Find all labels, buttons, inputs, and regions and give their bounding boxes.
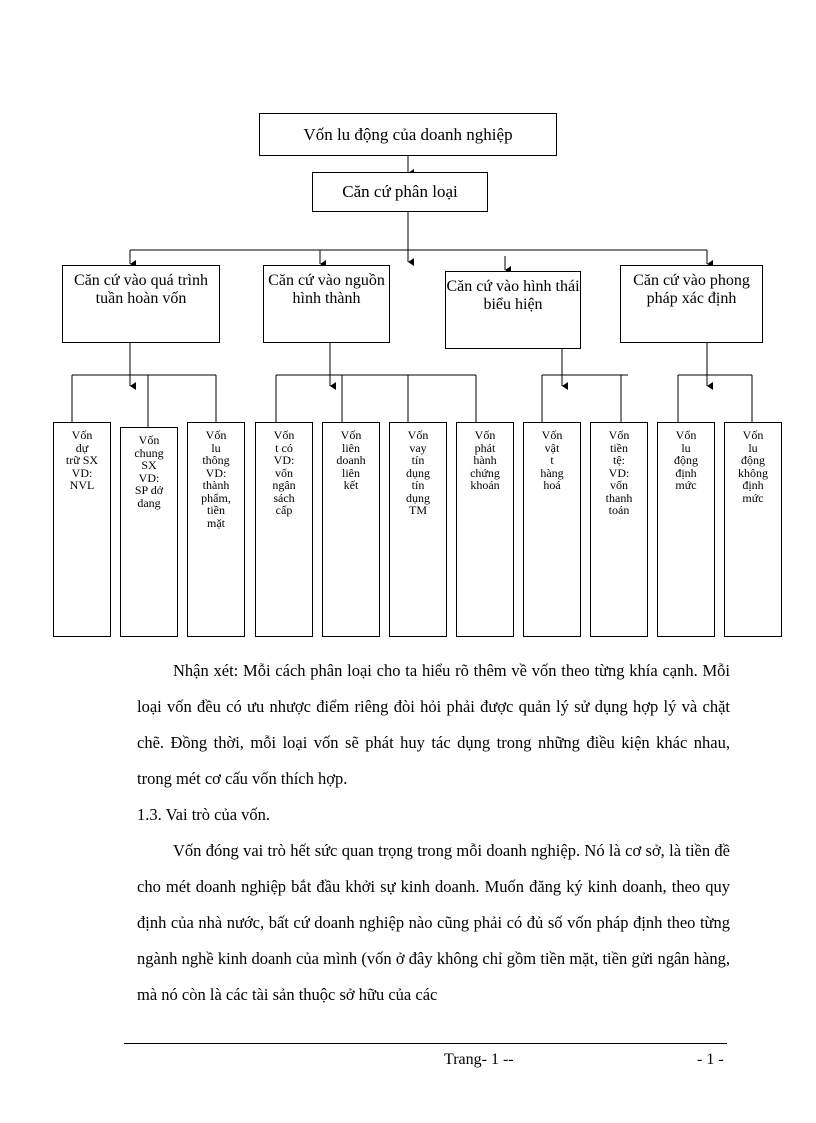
footer-page-number: - 1 -: [697, 1051, 724, 1068]
leaf-node: Vốn vật t hàng hoá: [523, 422, 581, 637]
classify-node: Căn cứ phân loại: [312, 172, 488, 212]
category-node: Căn cứ vào phong pháp xác định: [620, 265, 763, 343]
footer-divider: [124, 1043, 727, 1044]
paragraph-remark: Nhận xét: Mỗi cách phân loại cho ta hiểu rõ thêm về vốn theo từng khía cạnh. Mỗi loại vốn đều có ưu nhược điểm riêng đòi hỏi phải được quản lý sử dụng hợp lý và chặt chẽ. Đồng thời, mỗi loại vốn sẽ phát huy tác dụng trong những điều kiện khác nhau, trong mét cơ cấu vốn thích hợp.: [137, 661, 730, 788]
paragraph-role: Vốn đóng vai trò hết sức quan trọng trong mỗi doanh nghiệp. Nó là cơ sở, là tiền đề cho mét doanh nghiệp bắt đầu khởi sự kinh doanh. Muốn đăng ký kinh doanh, theo quy định của nhà nước, bất cứ doanh nghiệp nào cũng phải có đủ số vốn pháp định theo từng ngành nghề kinh doanh của mình (vốn ở đây không chỉ gồm tiền mặt, tiền gửi ngân hàng, mà nó còn là các tài sản thuộc sở hữu của các: [137, 841, 730, 1004]
section-heading: 1.3. Vai trò của vốn.: [137, 805, 271, 824]
footer-page-label: Trang- 1 --: [444, 1051, 514, 1068]
root-node: Vốn lu động của doanh nghiệp: [259, 113, 557, 156]
leaf-node: Vốn chung SX VD: SP dở dang: [120, 427, 178, 637]
category-node: Căn cứ vào hình thái biểu hiện: [445, 271, 581, 349]
leaf-node: Vốn lu động định mức: [657, 422, 715, 637]
leaf-node: Vốn phát hành chứng khoán: [456, 422, 514, 637]
leaf-node: Vốn lu động không định mức: [724, 422, 782, 637]
category-node: Căn cứ vào quá trình tuần hoàn vốn: [62, 265, 220, 343]
leaf-node: Vốn lu thông VD: thành phẩm, tiền mặt: [187, 422, 245, 637]
leaf-node: Vốn dự trữ SX VD: NVL: [53, 422, 111, 637]
leaf-node: Vốn t có VD: vốn ngân sách cấp: [255, 422, 313, 637]
leaf-node: Vốn vay tín dụng tín dụng TM: [389, 422, 447, 637]
leaf-node: Vốn liên doanh liên kết: [322, 422, 380, 637]
leaf-node: Vốn tiền tệ: VD: vốn thanh toán: [590, 422, 648, 637]
category-node: Căn cứ vào nguồn hình thành: [263, 265, 390, 343]
